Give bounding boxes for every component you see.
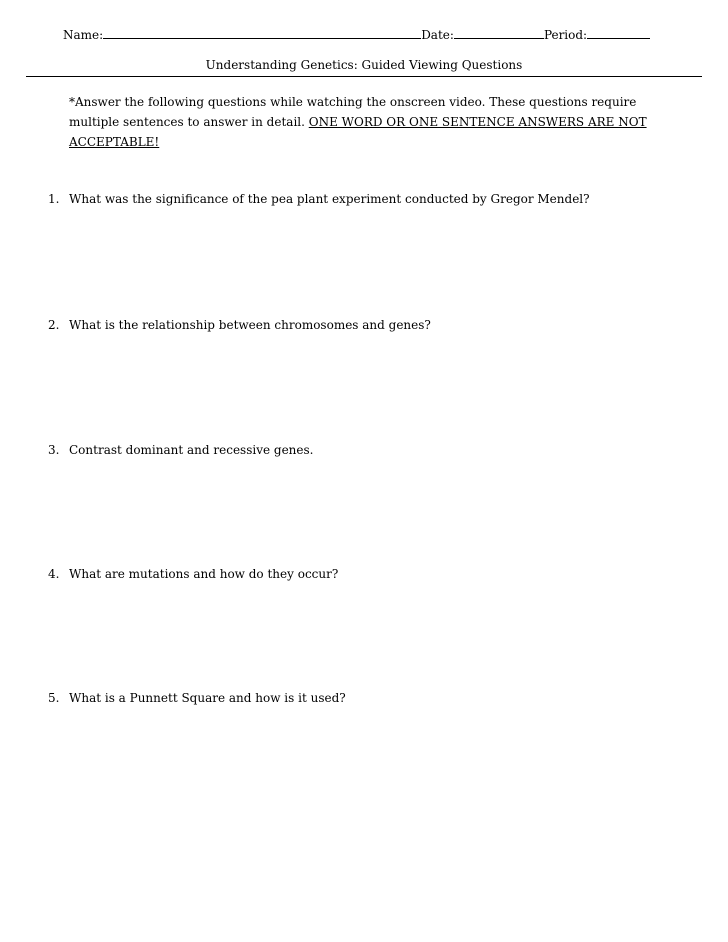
question-number: 3. (48, 443, 60, 457)
instructions (69, 92, 689, 152)
date-blank[interactable] (454, 27, 544, 39)
student-info-header (63, 27, 650, 42)
question-number: 4. (48, 567, 60, 581)
question-1 (48, 192, 590, 206)
question-text: What are mutations and how do they occur? (69, 567, 339, 581)
question-text: Contrast dominant and recessive genes. (69, 443, 314, 457)
instructions-emphasis: ONE WORD OR ONE SENTENCE ANSWERS ARE NOT ACCEPTABLE! (69, 115, 647, 149)
question-4 (48, 567, 338, 581)
question-number: 5. (48, 691, 60, 705)
instructions-text: *Answer the following questions while watching the onscreen video. These questions require multiple sentences to answer in detail. (69, 95, 637, 129)
question-number: 1. (48, 192, 60, 206)
question-text: What is the relationship between chromosomes and genes? (69, 318, 431, 332)
name-blank[interactable] (103, 27, 421, 39)
period-label: Period: (543, 28, 588, 42)
question-text: What was the significance of the pea plant experiment conducted by Gregor Mendel? (69, 192, 590, 206)
worksheet-title: Understanding Genetics: Guided Viewing Questions (205, 58, 523, 72)
date-label: Date: (421, 28, 454, 42)
title-divider (26, 76, 702, 77)
period-blank[interactable] (587, 27, 650, 39)
question-text: What is a Punnett Square and how is it used? (69, 691, 346, 705)
question-3 (48, 443, 314, 457)
question-2 (48, 318, 431, 332)
question-5 (48, 691, 346, 705)
name-label: Name: (63, 28, 104, 42)
question-number: 2. (48, 318, 60, 332)
